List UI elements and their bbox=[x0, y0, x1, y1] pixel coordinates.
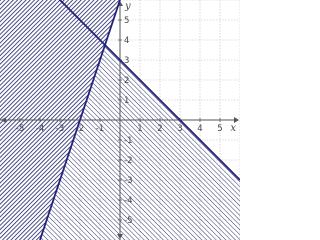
x-tick-label: 5 bbox=[217, 124, 223, 134]
y-tick-label: 1 bbox=[124, 96, 130, 106]
y-tick-label: 4 bbox=[124, 36, 130, 46]
y-tick-label: -4 bbox=[124, 196, 133, 206]
y-tick-label: -5 bbox=[124, 216, 133, 226]
y-axis-label: y bbox=[125, 1, 131, 12]
x-tick-label: 4 bbox=[197, 124, 203, 134]
x-tick-label: 3 bbox=[177, 124, 183, 134]
x-tick-label: -5 bbox=[15, 124, 25, 134]
x-tick-label: 1 bbox=[137, 124, 143, 134]
y-tick-label: -1 bbox=[124, 136, 133, 146]
x-axis-label: x bbox=[230, 123, 236, 134]
x-tick-label: -4 bbox=[35, 124, 45, 134]
y-tick-label: -3 bbox=[124, 176, 133, 186]
y-tick-label: 5 bbox=[124, 16, 130, 26]
y-tick-label: 3 bbox=[124, 56, 130, 66]
x-tick-label: -2 bbox=[75, 124, 85, 134]
x-tick-label: -3 bbox=[55, 124, 65, 134]
y-tick-label: 2 bbox=[124, 76, 130, 86]
x-tick-label: -1 bbox=[95, 124, 105, 134]
x-tick-label: 2 bbox=[157, 124, 163, 134]
y-tick-label: -2 bbox=[124, 156, 133, 166]
